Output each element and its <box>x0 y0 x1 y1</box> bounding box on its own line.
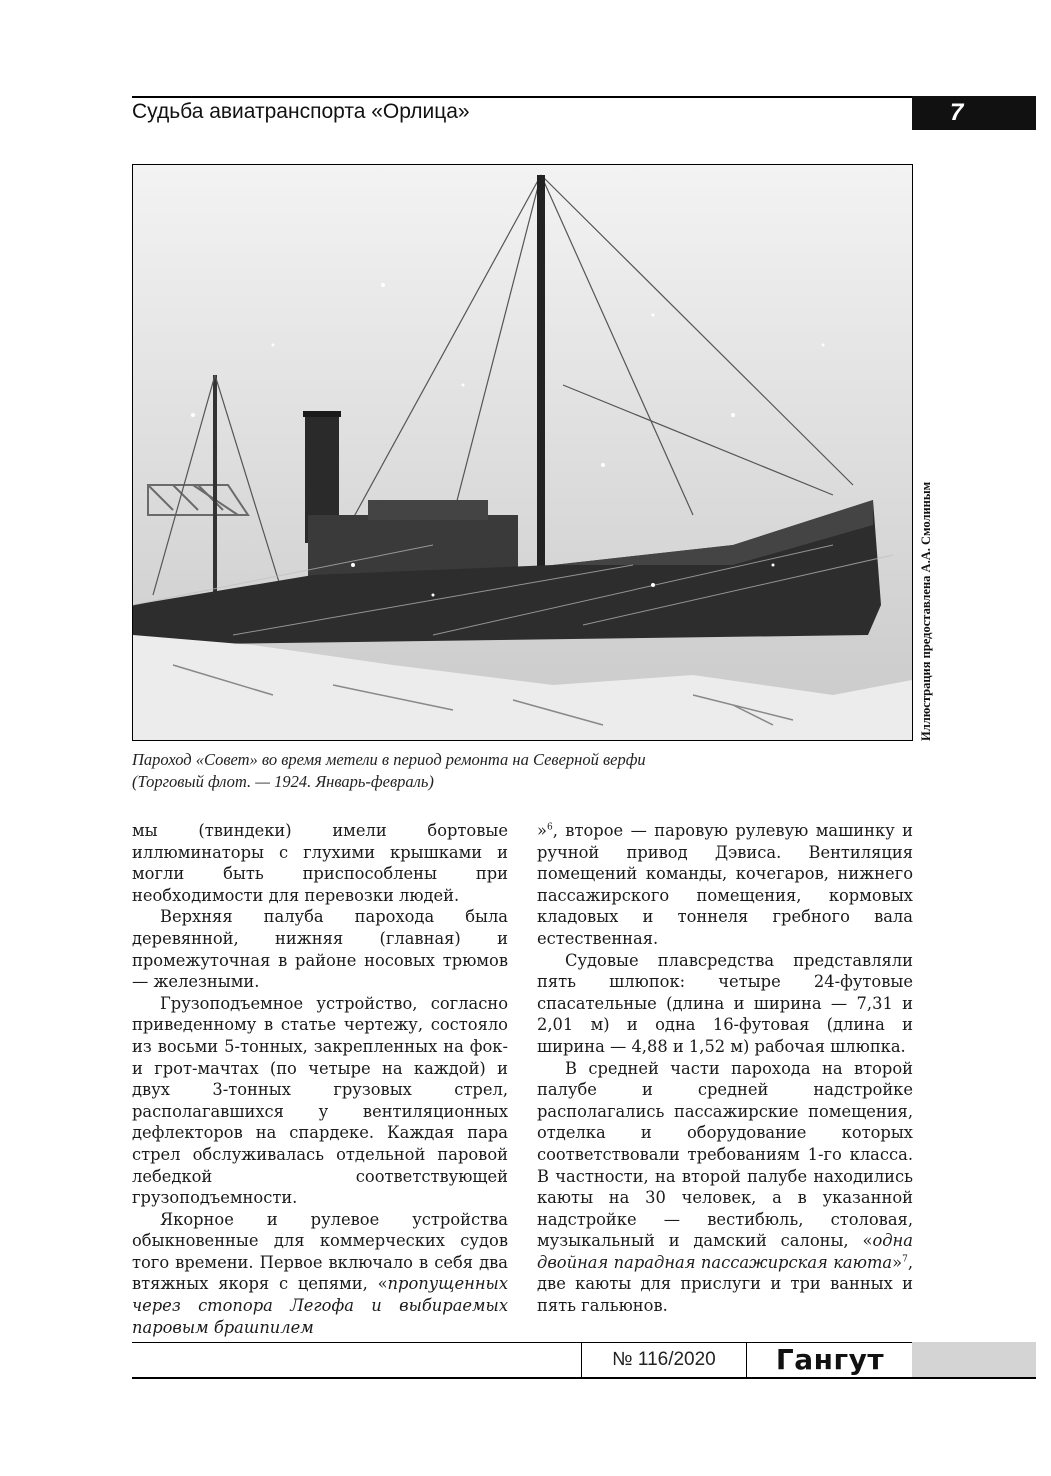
quote-close: » <box>537 821 547 840</box>
footer-divider <box>746 1342 747 1378</box>
quote-text: одна двойная парадная пассажирская каюта <box>537 1231 913 1272</box>
page-number: 7 <box>912 96 1036 130</box>
body-column-right <box>537 820 913 1317</box>
body-column-left <box>132 820 508 1338</box>
steamship-illustration <box>133 165 912 740</box>
paragraph: Верхняя палуба парохода была деревянной, нижняя (главная) и промежуточная в районе носовых трюмов — железными. <box>132 907 508 992</box>
figure-caption <box>132 749 812 793</box>
footer-rule <box>132 1377 1036 1379</box>
paragraph <box>537 1058 913 1317</box>
footer-band <box>912 1342 1036 1377</box>
quote-text: пропущенных через стопора Легофа и выбираемых паровым брашпилем <box>132 1274 508 1337</box>
caption-line: Пароход «Совет» во время метели в период ремонта на Северной верфи <box>132 750 646 769</box>
paragraph <box>537 820 913 950</box>
footnote-ref: 6 <box>546 822 553 833</box>
caption-line: (Торговый флот. — 1924. Январь-февраль) <box>132 772 434 791</box>
ship-photo <box>132 164 913 741</box>
paragraph-text: Якорное и рулевое устройства обыкновенные для коммерческих судов того времени. Первое включало в себя два втяжных якоря с цепями, « <box>132 1209 508 1294</box>
paragraph-text: , второе — паровую рулевую машинку и ручной привод Дэвиса. Вентиляция помещений команды, кочегаров, нижнего пассажирского помещения, кормовых кладовых и тоннеля гребного вала естественная. <box>537 821 913 948</box>
paragraph: Грузоподъемное устройство, согласно приведенному в статье чертежу, состояло из восьми 5-тонных, закрепленных на фок- и грот-мачтах (по четыре на каждой) и двух 3-тонных грузовых стрел, располагавшихся у вентиляционных дефлекторов на спардеке. Каждая пара стрел обслуживалась отдельной паровой лебедкой соответствующей грузоподъемности. <box>132 993 508 1208</box>
magazine-logo: Гангут <box>775 1343 885 1376</box>
paragraph: мы (твиндеки) имели бортовые иллюминаторы с глухими крышками и могли быть приспособлены при необходимости для перевозки людей. <box>132 821 508 905</box>
footnote-ref: 7 <box>902 1254 908 1265</box>
paragraph <box>132 1209 508 1339</box>
paragraph: Судовые плавсредства представляли пять шлюпок: четыре 24-футовые спасательные (длина и ширина — 7,31 и 2,01 м) и одна 16-футовая (длина и ширина — 4,88 и 1,52 м) рабочая шлюпка. <box>537 950 913 1056</box>
paragraph-text: В средней части парохода на второй палубе и средней надстройке располагались пассажирские помещения, отделка и оборудование которых соответствовали требованиям 1-го класса. В частности, на второй палубе находились каюты на 30 человек, а в указанной надстройке — вестибюль, столовая, музыкальный и дамский салоны, « <box>537 1058 913 1251</box>
running-title: Судьба авиатранспорта «Орлица» <box>132 100 470 123</box>
quote-close: » <box>892 1252 903 1272</box>
header-rule <box>132 96 912 98</box>
issue-number: № 116/2020 <box>612 1348 716 1370</box>
paragraph-text: , две каюты для прислуги и три ванных и пять гальюнов. <box>537 1252 913 1316</box>
photo-credit: Иллюстрация предоставлена А.А. Смолиным <box>919 481 933 741</box>
